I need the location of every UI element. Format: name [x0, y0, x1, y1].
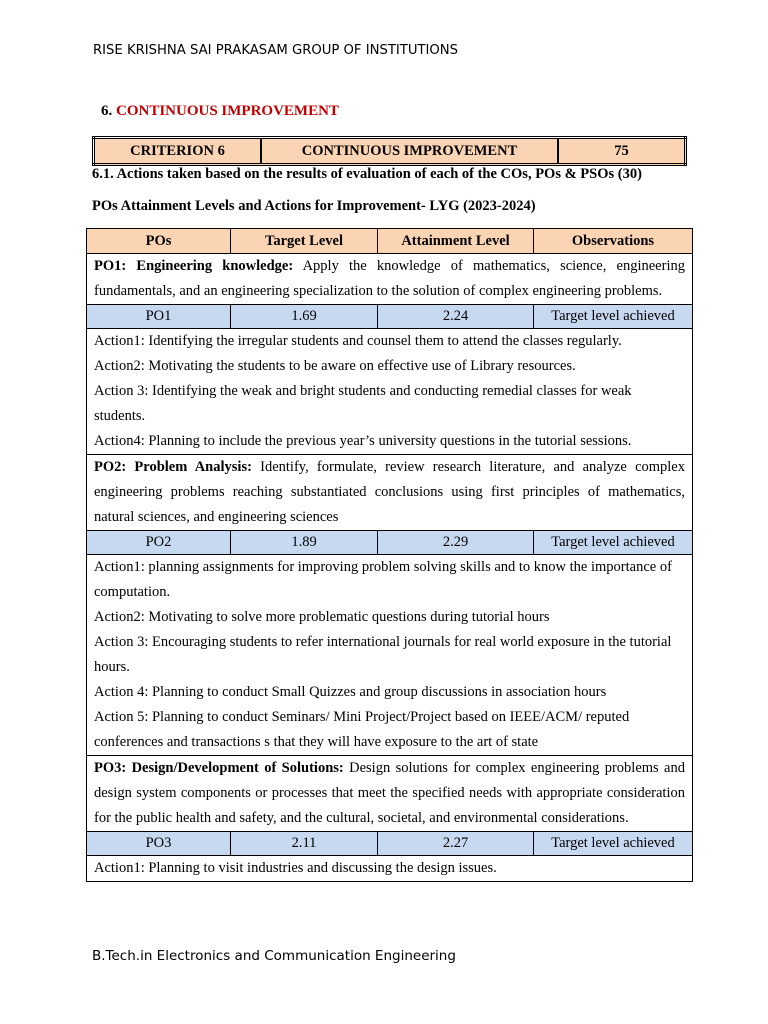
action-item: Action 4: Planning to conduct Small Quizzes and group discussions in association hours	[94, 684, 607, 700]
po-description	[87, 254, 693, 305]
action-item: Action1: Planning to visit industries and discussing the design issues.	[94, 860, 497, 876]
observation: Target level achieved	[534, 531, 693, 555]
po-description	[87, 756, 693, 832]
po-code: PO2	[87, 531, 231, 555]
po-actions	[87, 555, 693, 756]
criterion-title: CONTINUOUS IMPROVEMENT	[261, 138, 558, 165]
criterion-table	[92, 136, 687, 166]
page-footer: B.Tech.in Electronics and Communication Engineering	[92, 948, 456, 964]
observation: Target level achieved	[534, 305, 693, 329]
action-item: Action 5: Planning to conduct Seminars/ Mini Project/Project based on IEEE/ACM/ reputed conferences and transactions s that they will have exposure to the art of state	[94, 709, 630, 750]
section-heading: 6. CONTINUOUS IMPROVEMENT	[101, 103, 339, 119]
action-item: Action2: Motivating the students to be aware on effective use of Library resources.	[94, 358, 576, 374]
header-attainment-level: Attainment Level	[378, 229, 534, 254]
action-item: Action1: planning assignments for improving problem solving skills and to know the importance of computation.	[94, 559, 672, 600]
attainment-level: 2.29	[378, 531, 534, 555]
po-actions-row	[87, 856, 693, 882]
observation: Target level achieved	[534, 832, 693, 856]
po-values-row	[87, 305, 693, 329]
po-code: PO3	[87, 832, 231, 856]
header-observations: Observations	[534, 229, 693, 254]
po-title: PO1: Engineering knowledge:	[94, 258, 294, 274]
criterion-marks: 75	[558, 138, 686, 165]
po-description-row	[87, 455, 693, 531]
po-actions-row	[87, 555, 693, 756]
po-description-row	[87, 756, 693, 832]
attainment-level: 2.24	[378, 305, 534, 329]
po-description	[87, 455, 693, 531]
po-description-text: Apply the knowledge of mathematics, science, engineering fundamentals, and an engineering specialization to the solution of complex engineering problems.	[94, 258, 685, 299]
po-code: PO1	[87, 305, 231, 329]
criterion-label: CRITERION 6	[94, 138, 262, 165]
po-description-text: Design solutions for complex engineering problems and design system components or processes that meet the specified needs with appropriate consideration for the public health and safety, and the cultural, societal, and environmental considerations.	[94, 760, 685, 826]
page-header: RISE KRISHNA SAI PRAKASAM GROUP OF INSTITUTIONS	[93, 43, 459, 58]
po-actions	[87, 856, 693, 882]
table-header-row	[87, 229, 693, 254]
action-item: Action 3: Encouraging students to refer international journals for real world exposure in the tutorial hours.	[94, 634, 672, 675]
action-item: Action1: Identifying the irregular students and counsel them to attend the classes regularly.	[94, 333, 622, 349]
attainment-level: 2.27	[378, 832, 534, 856]
header-target-level: Target Level	[231, 229, 378, 254]
action-item: Action4: Planning to include the previous year’s university questions in the tutorial sessions.	[94, 433, 632, 449]
po-title: PO3: Design/Development of Solutions:	[94, 760, 344, 776]
action-item: Action2: Motivating to solve more problematic questions during tutorial hours	[94, 609, 550, 625]
po-actions	[87, 329, 693, 455]
action-item: Action 3: Identifying the weak and bright students and conducting remedial classes for weak students.	[94, 383, 632, 424]
po-actions-row	[87, 329, 693, 455]
section-number: 6	[101, 103, 109, 119]
target-level: 1.89	[231, 531, 378, 555]
target-level: 2.11	[231, 832, 378, 856]
subheading-attainment: POs Attainment Levels and Actions for Improvement- LYG (2023-2024)	[92, 198, 536, 214]
target-level: 1.69	[231, 305, 378, 329]
attainment-table	[86, 228, 693, 882]
po-title: PO2: Problem Analysis:	[94, 459, 252, 475]
subheading-actions: 6.1. Actions taken based on the results of evaluation of each of the COs, POs & PSOs (30)	[92, 166, 642, 182]
po-description-text: Identify, formulate, review research literature, and analyze complex engineering problems reaching substantiated conclusions using first principles of mathematics, natural sciences, and engineering sciences	[94, 459, 685, 525]
header-pos: POs	[87, 229, 231, 254]
section-title: CONTINUOUS IMPROVEMENT	[116, 103, 339, 119]
po-description-row	[87, 254, 693, 305]
po-values-row	[87, 531, 693, 555]
po-values-row	[87, 832, 693, 856]
